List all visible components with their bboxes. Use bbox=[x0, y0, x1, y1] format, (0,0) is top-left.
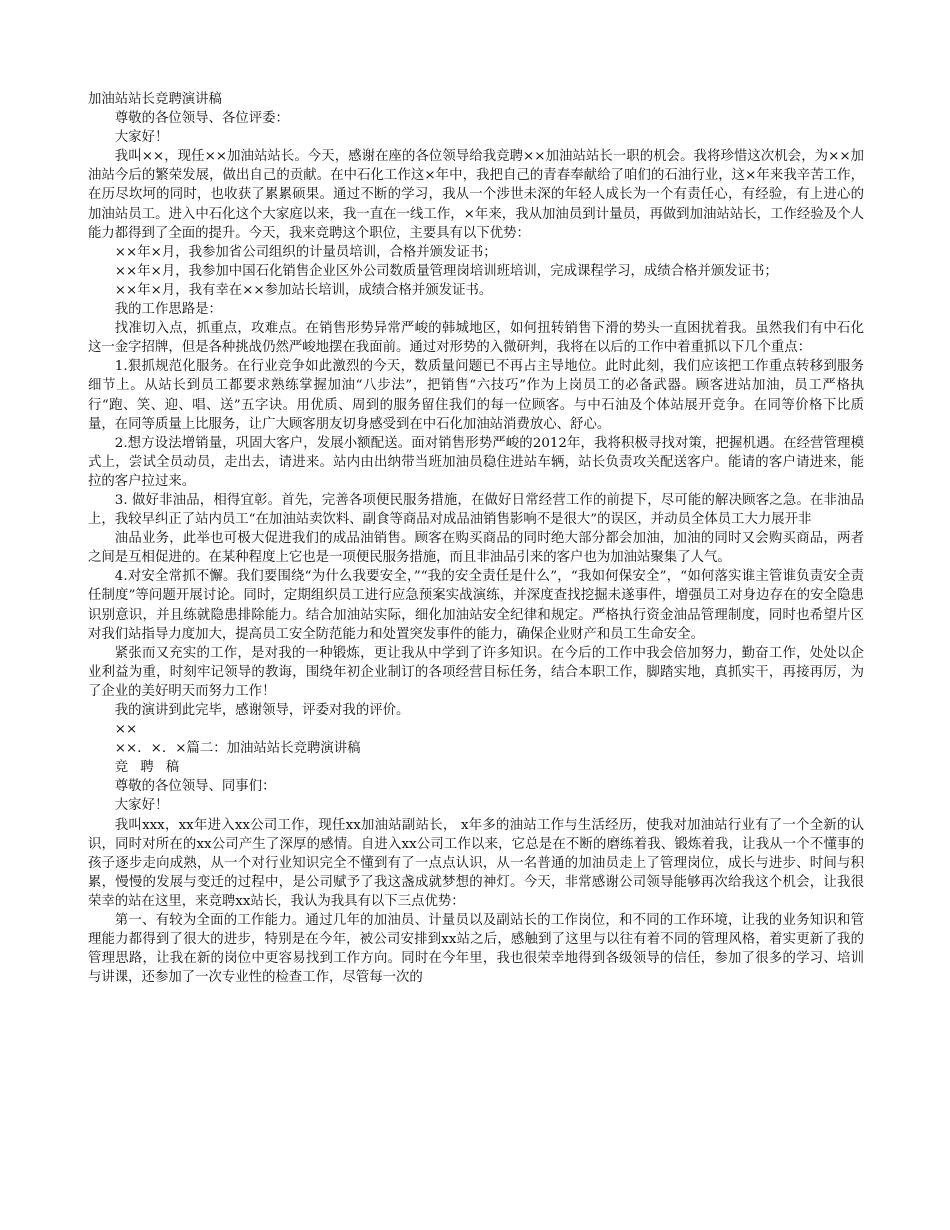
paragraph-closing: 我的演讲到此完毕，感谢领导，评委对我的评价。 bbox=[114, 703, 410, 718]
document-page bbox=[88, 90, 864, 987]
paragraph-point-3: 3. 做好非油品，相得宜彰。首先，完善各项便民服务措施，在做好日常经营工作的前提下，尽可能的解决顾客之急。在非油品上，我较早纠正了站内员工“在加油站卖饮料、副食等商品对成品油销售影响不是很大”的误区，并动员全体员工大力展开非 bbox=[88, 492, 864, 528]
paragraph-advantage-1: ××年×月，我参加省公司组织的计量员培训，合格并颁发证书； bbox=[114, 244, 497, 260]
section-two-title: 竞聘稿 bbox=[114, 760, 192, 776]
paragraph-intro: 我叫××，现任××加油站站长。今天，感谢在座的各位领导给我竞聘××加油站站长一职的机会。我将珍惜这次机会，为××加油站今后的繁荣发展，做出自己的贡献。在中石化工作这×年中，我把自己的青春奉献给了咱们的石油行业，这×年来我辛苦工作，在历尽坎坷的同时，也收获了累累硕果。通过不断的学习，我从一个涉世未深的年轻人成长为一个有责任心，有经验，有上进心的加油站员工。进入中石化这个大家庭以来，我一直在一线工作，×年来，我从加油员到计量员，再做到加油站站长，工作经验及个人能力都得到了全面的提升。今天，我来竞聘这个职位，主要具有以下优势： bbox=[88, 149, 864, 241]
document-title: 加油站站长竞聘演讲稿 bbox=[88, 92, 222, 107]
greeting: 大家好！ bbox=[114, 130, 169, 146]
paragraph-point-2: 2.想方设法增销量，巩固大客户，发展小额配送。面对销售形势严峻的2012年，我将积极寻找对策，把握机遇。在经营管理模式上，尝试全员动员，走出去，请进来。站内由出纳带当班加油员稳住进站车辆，站长负责攻关配送客户。能请的客户请进来，能拉的客户拉过来。 bbox=[88, 435, 864, 489]
paragraph-work-ideas-heading: 我的工作思路是： bbox=[114, 302, 222, 318]
section-two-point-1: 第一、有较为全面的工作能力。通过几年的加油员、计量员以及副站长的工作岗位，和不同的工作环境，让我的业务知识和管理能力都得到了很大的进步，特别是在今年，被公司安排到xx站之后，感触到了这里与以往有着不同的管理风格，着实更新了我的管理思路，让我在新的岗位中更容易找到工作方向。同时在今年里，我也很荣幸地得到各级领导的信任，参加了很多的学习、培训与讲课，还参加了一次专业性的检查工作，尽管每一次的 bbox=[88, 913, 864, 986]
paragraph-conclusion: 紧张而又充实的工作，是对我的一种锻炼，更让我从中学到了许多知识。在今后的工作中我会倍加努力，勤奋工作，处处以企业利益为重，时刻牢记领导的教诲，围绕年初企业制订的各项经营目标任务，结合本职工作，脚踏实地，真抓实干，再接再厉，为了企业的美好明天而努力工作！ bbox=[88, 645, 864, 699]
salutation: 尊敬的各位领导、各位评委： bbox=[114, 111, 289, 127]
paragraph-advantage-2: ××年×月，我参加中国石化销售企业区外公司数质量管理岗培训班培训，完成课程学习，成绩合格并颁发证书； bbox=[114, 263, 778, 279]
section-two-greeting: 大家好！ bbox=[114, 798, 169, 814]
paragraph-advantage-3: ××年×月，我有幸在××参加站长培训，成绩合格并颁发证书。 bbox=[114, 282, 493, 298]
section-two-heading: ××．×．×篇二：加油站站长竞聘演讲稿 bbox=[114, 741, 361, 757]
section-two-salutation: 尊敬的各位领导、同事们： bbox=[114, 779, 276, 795]
section-two-intro: 我叫xxx，xx年进入xx公司工作，现任xx加油站副站长， x年多的油站工作与生活经历，使我对加油站行业有了一个全新的认识，同时对所在的xx公司产生了深厚的感情。自进入xx公司工作以来，它总是在不断的磨练着我、锻炼着我，让我从一个不懂事的孩子逐步走向成熟，从一个对行业知识完全不懂到有了一点点认识，从一名普通的加油员走上了管理岗位，成长与进步、时间与积累，慢慢的发展与变迁的过程中，是公司赋予了我这盏成就梦想的神灯。今天，非常感谢公司领导能够再次给我这个机会，让我很荣幸的站在这里，来竞聘xx站长，我认为我具有以下三点优势： bbox=[88, 817, 864, 909]
paragraph-signature: ×× bbox=[114, 722, 138, 738]
paragraph-point-3-continued: 油品业务，此举也可极大促进我们的成品油销售。顾客在购买商品的同时绝大部分都会加油，加油的同时又会购买商品，两者之间是互相促进的。在某种程度上它也是一项便民服务措施，而且非油品引来的客户也为加油站聚集了人气。 bbox=[88, 531, 864, 566]
paragraph-point-4: 4.对安全常抓不懈。我们要围绕“为什么我要安全，”“我的安全责任是什么”，“我如何保安全”，“如何落实谁主管谁负责安全责任制度”等问题开展讨论。同时，定期组织员工进行应急预案实战演练，并深度查找挖掘未遂事件，增强员工对身边存在的安全隐患识别意识，并且练就隐患排除能力。结合加油站实际，细化加油站安全纪律和规定。严格执行资金油品管理制度，同时也希望片区对我们站指导力度加大，提高员工安全防范能力和处置突发事件的能力，确保企业财产和员工生命安全。 bbox=[88, 569, 864, 642]
paragraph-point-1: 1.狠抓规范化服务。在行业竞争如此激烈的今天，数质量问题已不再占主导地位。此时此刻，我们应该把工作重点转移到服务细节上。从站长到员工都要求熟练掌握加油“八步法”，把销售“六技巧”作为上岗员工的必备武器。顾客进站加油，员工严格执行“跑、笑、迎、唱、送”五字诀。用优质、周到的服务留住我们的每一位顾客。与中石油及个体站展开竞争。在同等价格下比质量，在同等质量上比服务，让广大顾客朋友切身感受到在中石化加油站消费放心、舒心。 bbox=[88, 359, 864, 432]
paragraph-work-ideas: 找准切入点，抓重点，攻难点。在销售形势异常严峻的韩城地区，如何扭转销售下滑的势头一直困扰着我。虽然我们有中石化这一金字招牌，但是各种挑战仍然严峻地摆在我面前。通过对形势的入微研判，我将在以后的工作中着重抓以下几个重点： bbox=[88, 321, 864, 356]
